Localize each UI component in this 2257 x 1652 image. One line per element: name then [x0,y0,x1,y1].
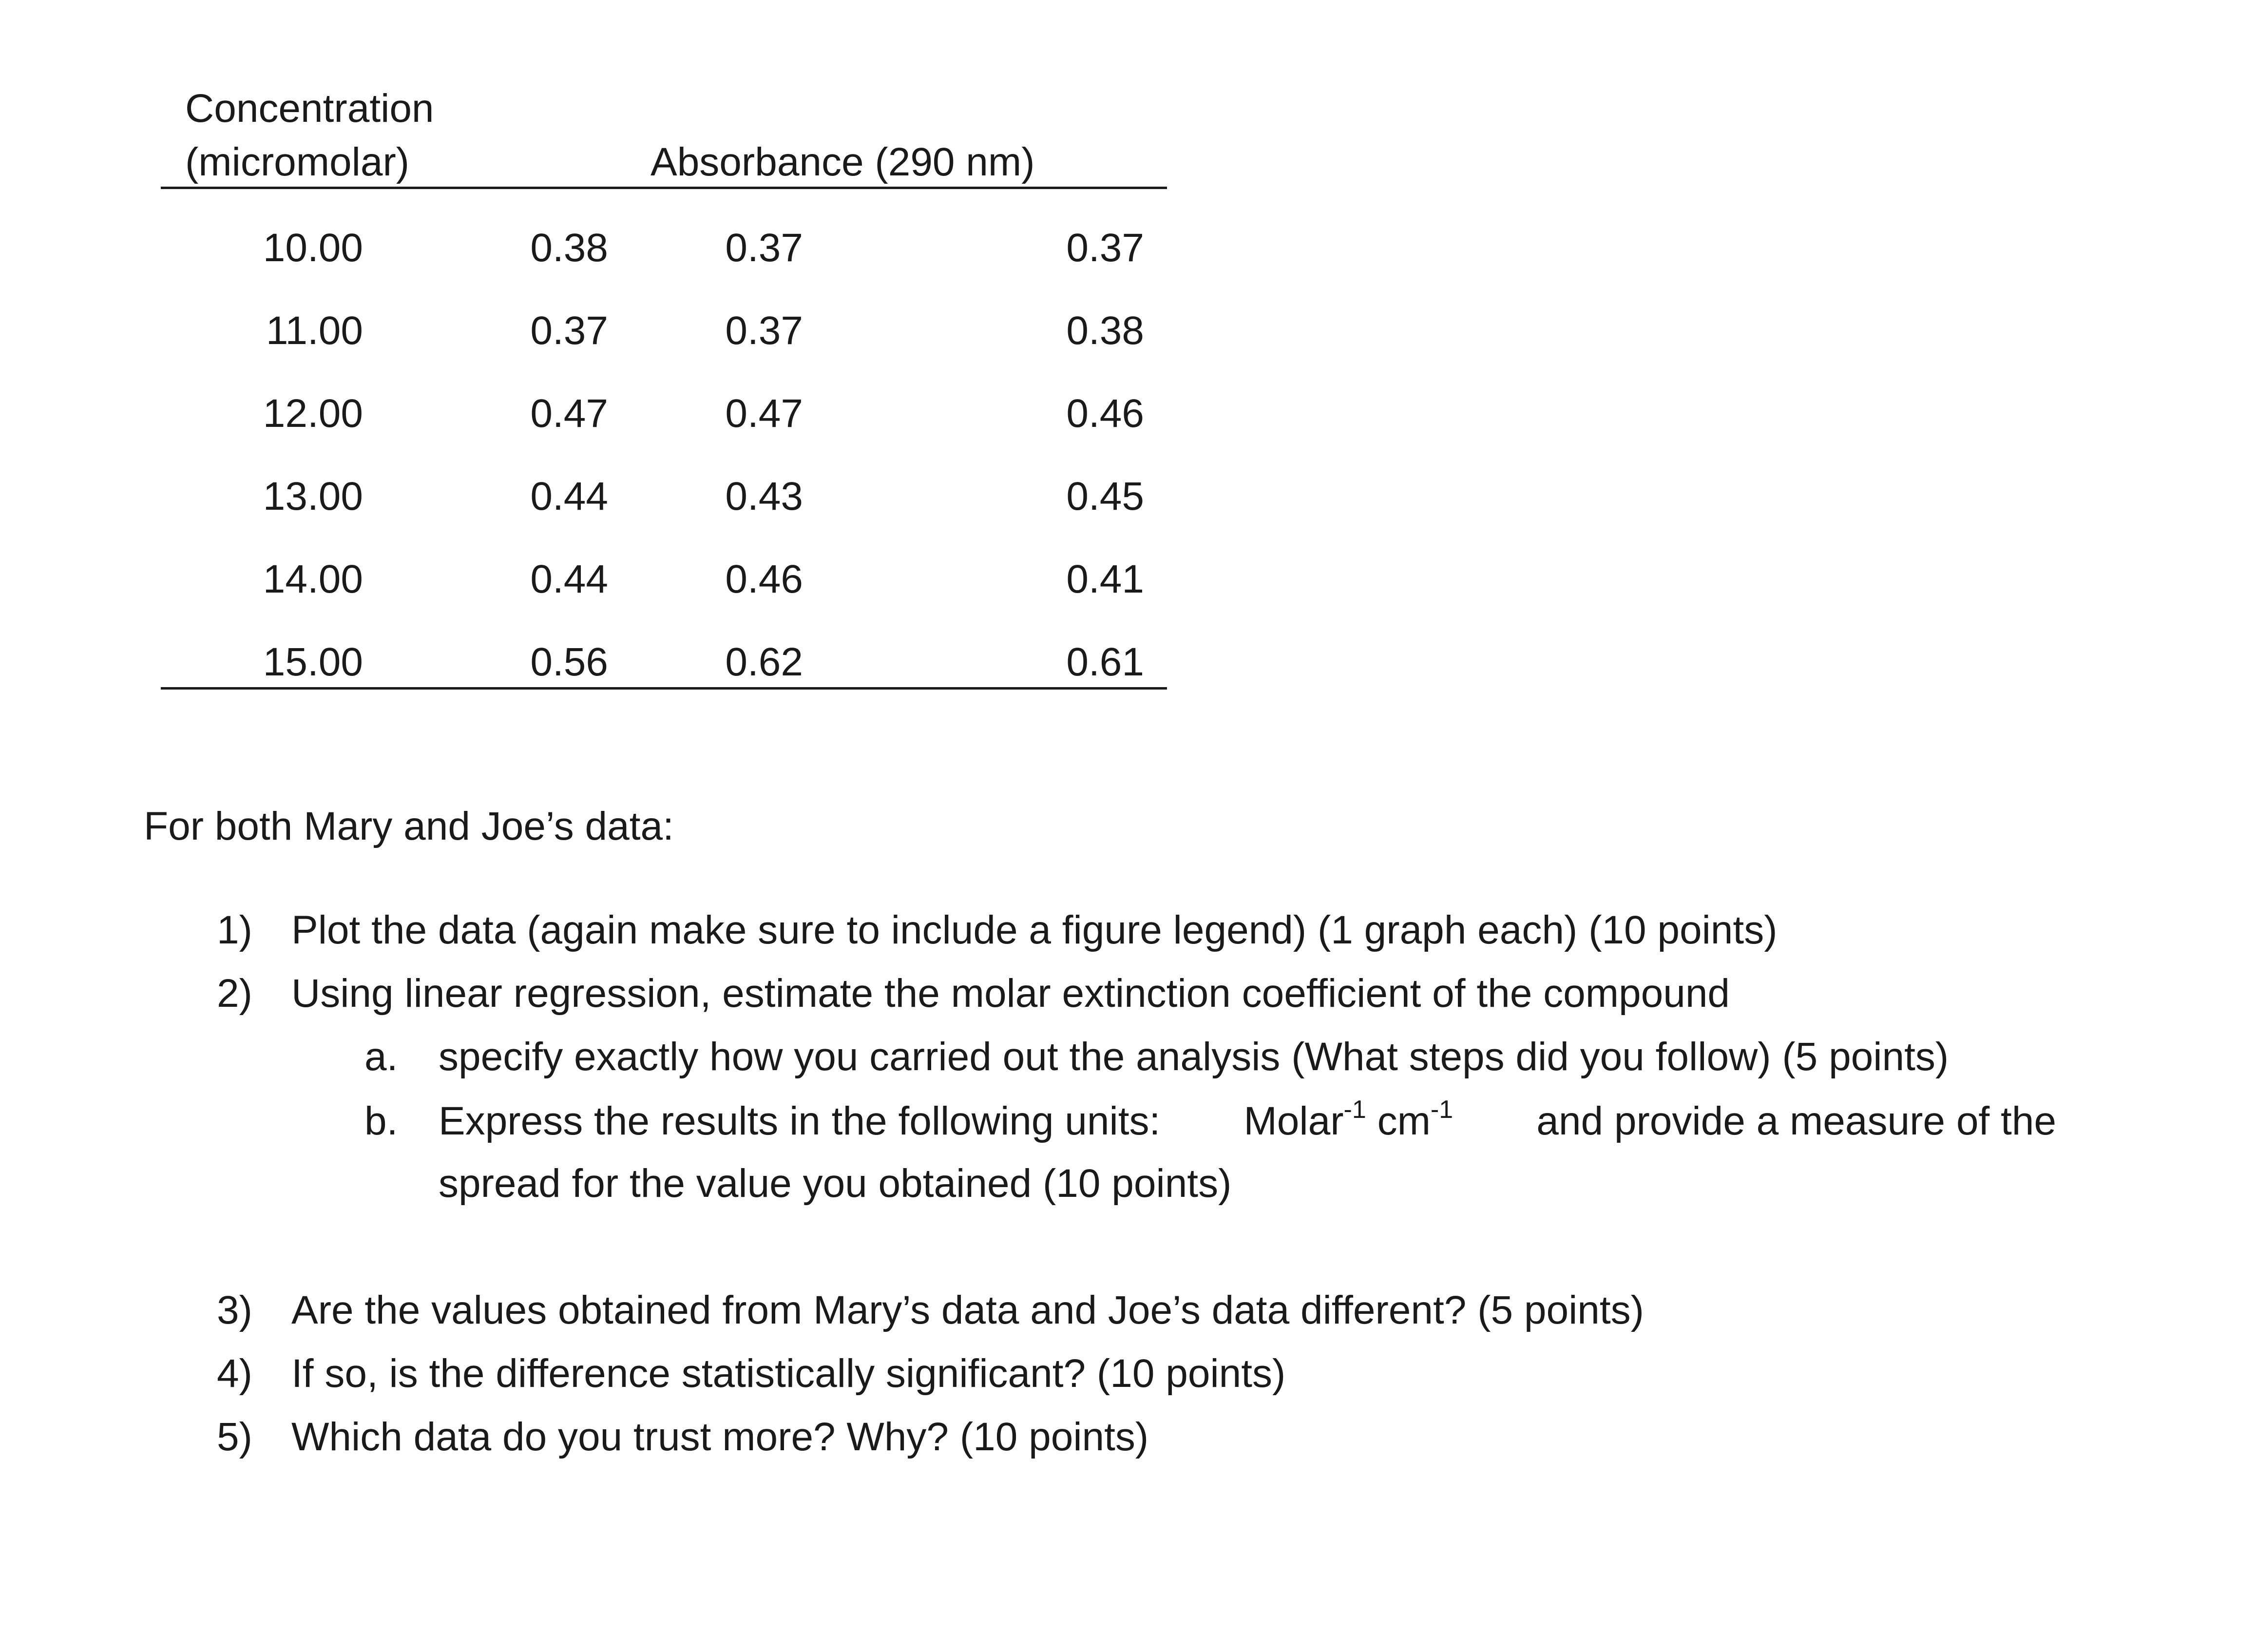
cell-absorbance-2: 0.37 [725,226,803,270]
cell-absorbance-3: 0.38 [1066,308,1144,353]
unit-cm: cm [1377,1099,1431,1143]
cell-absorbance-2: 0.46 [725,557,803,601]
question-2a-text: specify exactly how you carried out the analysis (What steps did you follow) (5 points) [439,1035,1949,1079]
intro-text: For both Mary and Joe’s data: [144,804,674,848]
unit-molar-exponent: -1 [1343,1095,1366,1124]
question-5-number: 5) [217,1415,252,1459]
cell-concentration: 10.00 [263,226,363,270]
table-top-rule [161,187,1167,189]
cell-absorbance-2: 0.62 [725,640,803,684]
question-1-number: 1) [217,908,252,952]
question-2-text: Using linear regression, estimate the molar extinction coefficient of the compound [291,971,1730,1016]
question-2b-line1 [439,1095,2056,1143]
unit-molar: Molar [1243,1099,1344,1143]
question-4-text: If so, is the difference statistically significant? (10 points) [291,1351,1286,1396]
question-2a-letter: a. [364,1035,398,1079]
cell-concentration: 14.00 [263,557,363,601]
question-2b-units-prefix: Express the results in the following units: [439,1099,1161,1143]
cell-concentration: 11.00 [266,308,363,353]
cell-absorbance-1: 0.56 [530,640,608,684]
question-2-number: 2) [217,971,252,1016]
cell-absorbance-2: 0.37 [725,308,803,353]
cell-absorbance-3: 0.61 [1066,640,1144,684]
question-4-number: 4) [217,1351,252,1396]
cell-concentration: 13.00 [263,474,363,519]
question-3-text: Are the values obtained from Mary’s data and Joe’s data different? (5 points) [291,1288,1644,1332]
cell-absorbance-3: 0.41 [1066,557,1144,601]
cell-absorbance-2: 0.43 [725,474,803,519]
question-5-text: Which data do you trust more? Why? (10 points) [291,1415,1149,1459]
cell-absorbance-1: 0.47 [530,391,608,436]
unit-cm-exponent: -1 [1430,1095,1454,1124]
question-3-number: 3) [217,1288,252,1332]
table-bottom-rule [161,687,1167,690]
header-concentration-line2: (micromolar) [185,140,410,184]
cell-concentration: 15.00 [263,640,363,684]
question-2b-line2: spread for the value you obtained (10 points) [439,1161,1232,1206]
cell-absorbance-1: 0.44 [530,474,608,519]
cell-absorbance-3: 0.46 [1066,391,1144,436]
question-1-text: Plot the data (again make sure to include a figure legend) (1 graph each) (10 points) [291,908,1778,952]
cell-absorbance-1: 0.44 [530,557,608,601]
question-2b-units [1243,1095,1454,1143]
cell-absorbance-3: 0.37 [1066,226,1144,270]
question-2b-letter: b. [364,1099,398,1143]
cell-absorbance-2: 0.47 [725,391,803,436]
cell-absorbance-1: 0.38 [530,226,608,270]
cell-absorbance-1: 0.37 [530,308,608,353]
cell-absorbance-3: 0.45 [1066,474,1144,519]
header-concentration-line1: Concentration [185,86,434,131]
header-absorbance: Absorbance (290 nm) [650,140,1035,184]
question-2b-suffix: and provide a measure of the [1536,1099,2056,1143]
cell-concentration: 12.00 [263,391,363,436]
